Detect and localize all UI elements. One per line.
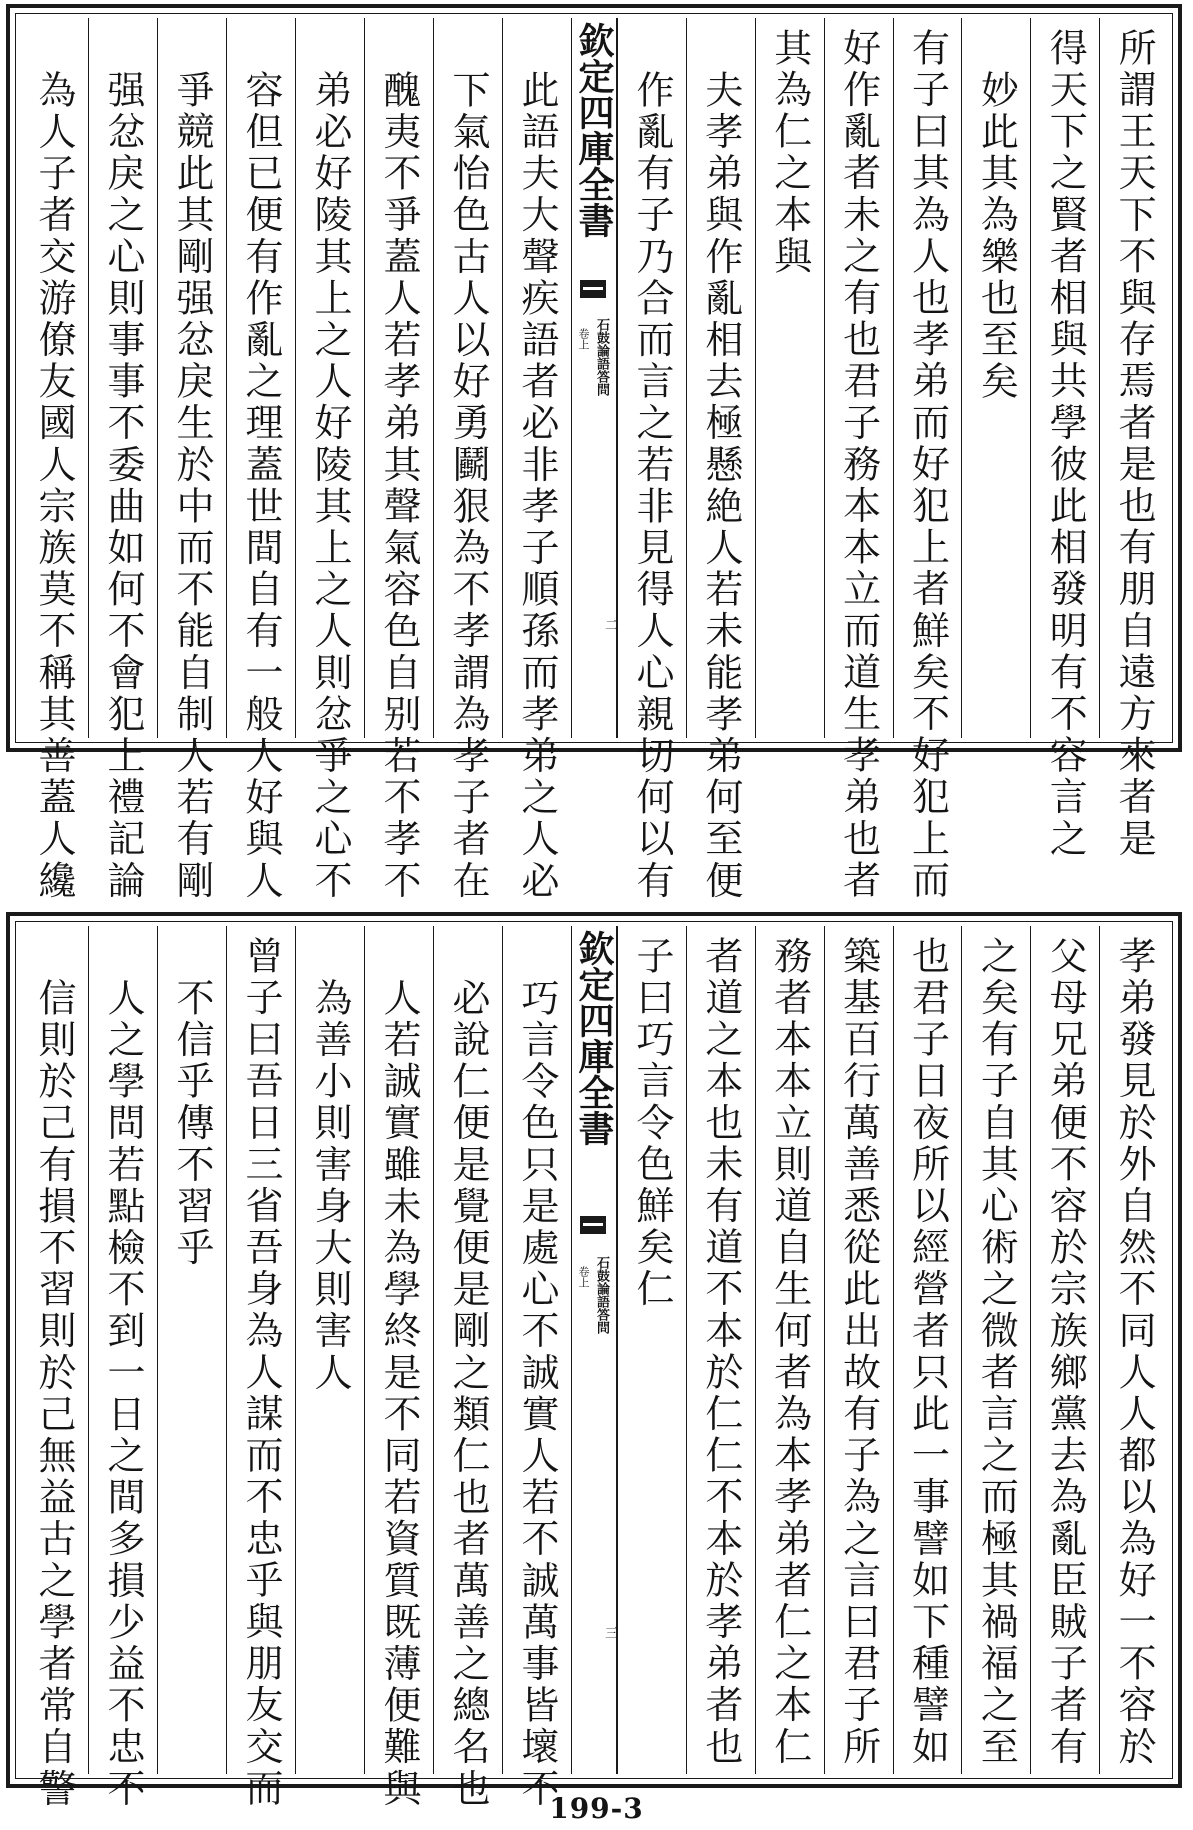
book-title: 石鼓論語答問 — [594, 318, 609, 396]
text-column: 必說仁便是覺便是剛之類仁也者萬善之總名也 — [433, 926, 502, 1774]
text-column: 不信乎傳不習乎 — [157, 926, 226, 1774]
text-column: 也君子日夜所以經營者只此一事譬如下種譬如 — [893, 926, 962, 1774]
text-column: 父母兄弟便不容於宗族鄉黨去為亂臣賊子者有 — [1030, 926, 1099, 1774]
text-column: 下氣怡色古人以好勇鬬狠為不孝謂為孝子者在 — [433, 18, 502, 738]
text-column: 醜夷不爭蓋人若孝弟其聲氣容色自别若不孝不 — [364, 18, 433, 738]
upper-page — [6, 4, 1182, 902]
lower-left-half — [20, 926, 571, 1810]
page-number: 二 — [602, 618, 617, 631]
text-column: 巧言令色只是處心不誠實人若不誠萬事皆壞不 — [502, 926, 571, 1774]
text-column: 曾子曰吾日三省吾身為人謀而不忠乎與朋友交而 — [226, 926, 295, 1774]
text-column: 弟必好陵其上之人好陵其上之人則忿爭之心不 — [295, 18, 364, 738]
text-column: 之矣有子自其心術之微者言之而極其禍福之至 — [961, 926, 1030, 1774]
fishtail-mark — [580, 280, 606, 298]
text-column: 信則於己有損不習則於己無益古之學者常自警 — [32, 978, 76, 1810]
fishtail-mark — [580, 1216, 606, 1234]
text-column: 强忿戾之心則事事不委曲如何不會犯上禮記論 — [88, 18, 157, 738]
library-title: 欽定四庫全書 — [573, 930, 615, 1146]
text-column: 築基百行萬善悉從此出故有子為之言曰君子所 — [824, 926, 893, 1774]
chapter-label: 卷上 — [577, 328, 590, 350]
upper-left-half — [20, 18, 571, 902]
page-center-margin — [571, 926, 617, 1774]
library-title: 欽定四庫全書 — [573, 22, 615, 238]
lower-right-half — [617, 926, 1168, 1774]
page-center-margin — [571, 18, 617, 738]
text-column: 此語夫大聲疾語者必非孝子順孫而孝弟之人必 — [502, 18, 571, 738]
book-title: 石鼓論語答問 — [594, 1256, 609, 1334]
text-column: 容但已便有作亂之理蓋世間自有一般人好與人 — [226, 18, 295, 738]
text-column: 所謂王天下不與存焉者是也有朋自遠方來者是 — [1099, 18, 1168, 738]
text-column: 孝弟發見於外自然不同人人都以為好一不容於 — [1099, 926, 1168, 1774]
text-column: 妙此其為樂也至矣 — [961, 18, 1030, 738]
text-column: 為人子者交游僚友國人宗族莫不稱其善蓋人纔 — [32, 70, 76, 902]
upper-right-half — [617, 18, 1168, 902]
text-column: 為善小則害身大則害人 — [295, 926, 364, 1774]
page-number: 三 — [602, 1626, 617, 1639]
text-column: 其為仁之本與 — [755, 18, 824, 738]
text-column: 人若誠實雖未為學終是不同若資質既薄便難與 — [364, 926, 433, 1774]
chapter-label: 卷上 — [577, 1266, 590, 1288]
text-column: 爭競此其剛强忿戾生於中而不能自制人若有剛 — [157, 18, 226, 738]
text-column: 好作亂者未之有也君子務本本立而道生孝弟也者 — [824, 18, 893, 738]
text-column: 作亂有子乃合而言之若非見得人心親切何以有 — [617, 18, 686, 738]
text-column: 人之學問若點檢不到一日之間多損少益不忠不 — [88, 926, 157, 1774]
text-column: 得天下之賢者相與共學彼此相發明有不容言之 — [1030, 18, 1099, 738]
scan-page-number: 199-3 — [549, 1792, 644, 1825]
text-column: 務者本本立則道自生何者為本孝弟者仁之本仁 — [755, 926, 824, 1774]
text-column: 子曰巧言令色鮮矣仁 — [617, 926, 686, 1774]
upper-page-body — [20, 18, 1168, 902]
text-column: 夫孝弟與作亂相去極懸絶人若未能孝弟何至便 — [686, 18, 755, 738]
text-column: 有子曰其為人也孝弟而好犯上者鮮矣不好犯上而 — [893, 18, 962, 738]
text-column: 者道之本也未有道不本於仁仁不本於孝弟者也 — [686, 926, 755, 1774]
